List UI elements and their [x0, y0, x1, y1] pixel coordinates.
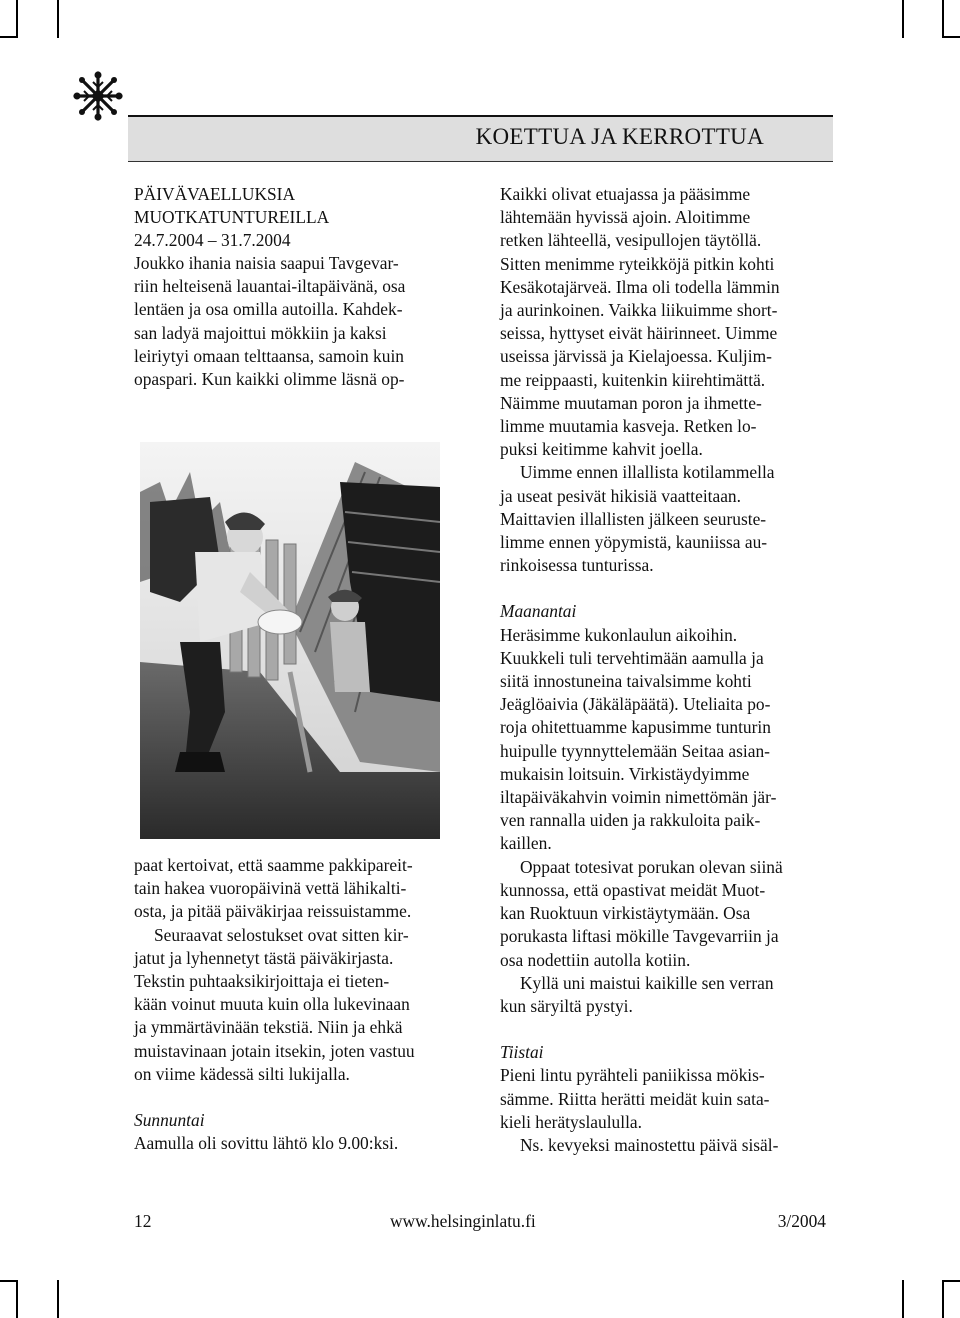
text-line: Sitten menimme ryteikköjä pitkin kohti	[500, 253, 775, 274]
crop-mark	[0, 1280, 18, 1282]
crop-mark	[902, 1280, 904, 1318]
text-line: Kesäkotajärveä. Ilma oli todella lämmin	[500, 276, 780, 297]
text-line: opaspari. Kun kaikki olimme läsnä op-	[134, 369, 405, 390]
text-line: jatut ja lyhennetyt tästä päiväkirjasta.	[134, 947, 394, 968]
text-line: iltapäiväkahvin voimin nimettömän jär-	[500, 787, 777, 808]
text-line: seissa, hyttyset eivät häirinneet. Uimme	[500, 323, 778, 344]
section-title: KOETTUA JA KERROTTUA	[475, 124, 764, 149]
text-line: huipulle tyynnyttelemään Seitaa asian-	[500, 740, 770, 761]
day-heading-monday: Maanantai	[500, 601, 577, 622]
text-line: useissa järvissä ja Kielajoessa. Kuljim-	[500, 346, 772, 367]
text-line: rinkoisessa tunturissa.	[500, 555, 654, 576]
text-line: sämme. Riitta herätti meidät kuin sata-	[500, 1088, 770, 1109]
text-line: mukaisin loitsuin. Virkistäydyimme	[500, 763, 750, 784]
article-title-line: MUOTKATUNTUREILLA	[134, 207, 330, 228]
text-line: Ns. kevyeksi mainostettu päivä sisäl-	[520, 1134, 779, 1155]
crop-mark	[16, 0, 18, 38]
text-line: lentäen ja osa omilla autoilla. Kahdek-	[134, 299, 403, 320]
text-line: ja useat pesivät hikisiä vaatteitaan.	[500, 485, 741, 506]
text-line: Kyllä uni maistui kaikille sen verran	[520, 972, 774, 993]
snowflake-ornament-icon	[72, 70, 124, 122]
crop-mark	[942, 0, 944, 38]
text-line: Pieni lintu pyrähteli paniikissa mökis-	[500, 1065, 765, 1086]
text-line: Kaikki olivat etuajassa ja pääsimme	[500, 184, 751, 204]
text-line: riin helteisenä lauantai-iltapäivänä, osa	[134, 276, 406, 297]
text-line: paat kertoivat, että saamme pakkipareit-	[134, 855, 413, 875]
text-line: Oppaat totesivat porukan olevan siinä	[520, 856, 783, 877]
text-line: lähtemään hyvissä ajoin. Aloitimme	[500, 207, 751, 228]
text-line: leiriytyi omaan telttaansa, samoin kuin	[134, 345, 404, 366]
crop-mark	[942, 1280, 960, 1282]
text-line: on viime kädessä silti lukijalla.	[134, 1063, 350, 1084]
text-line: osta, ja pitää päiväkirjaa reissuistamme.	[134, 901, 412, 922]
text-line: muistavinaan jotain itsekin, joten vastuu	[134, 1040, 415, 1061]
text-line: Aamulla oli sovittu lähtö klo 9.00:ksi.	[134, 1133, 399, 1154]
text-line: porukasta liftasi mökille Tavgevarriin ja	[500, 926, 779, 947]
text-line: tain hakea vuoropäivinä vettä lähikalti-	[134, 878, 407, 899]
text-line: limme ennen yöpymistä, kauniissa au-	[500, 532, 768, 553]
text-line: ven rannalla uiden ja rakkuloita paik-	[500, 810, 761, 831]
footer-url: www.helsinginlatu.fi	[390, 1211, 536, 1231]
day-heading-sunday: Sunnuntai	[134, 1110, 205, 1131]
text-line: me reippaasti, kuitenkin kiirehtimättä.	[500, 369, 766, 390]
right-column-text	[500, 183, 835, 1157]
text-line: roja ohitettuamme kapusimme tunturin	[500, 717, 771, 738]
crop-mark	[57, 1280, 59, 1318]
intro-paragraph	[134, 252, 464, 391]
text-line: Tekstin puhtaaksikirjoittaja ei tieten-	[134, 971, 390, 992]
crop-mark	[942, 1280, 944, 1318]
text-line: kun säryiltä pystyi.	[500, 995, 633, 1016]
issue-number: 3/2004	[777, 1211, 826, 1231]
text-line: kaillen.	[500, 833, 552, 854]
crop-mark	[16, 1280, 18, 1318]
text-line: Heräsimme kukonlaulun aikoihin.	[500, 624, 738, 645]
text-line: kunnossa, että opastivat meidät Muot-	[500, 879, 766, 900]
crop-mark	[942, 36, 960, 38]
crop-mark	[57, 0, 59, 38]
text-line: limme muutamia kasveja. Retken lo-	[500, 416, 757, 437]
text-line: puksi keitimme kahvit joella.	[500, 439, 703, 460]
text-line: siitä innostuneina taivalsimme kohti	[500, 671, 752, 692]
text-line: kieli herätyslaululla.	[500, 1111, 642, 1132]
text-line: retken lähteellä, vesipullojen täytöllä.	[500, 230, 762, 251]
left-column-text	[134, 854, 464, 1155]
text-line: Jeäglöaivia (Jäkäläpäätä). Uteliaita po-	[500, 694, 771, 715]
article-title-line: PÄIVÄVAELLUKSIA	[134, 184, 296, 204]
page-number: 12	[134, 1211, 152, 1231]
text-line: Uimme ennen illallista kotilammella	[520, 462, 775, 483]
text-line: Joukko ihania naisia saapui Tavgevar-	[134, 253, 399, 273]
text-line: Seuraavat selostukset ovat sitten kir-	[154, 924, 409, 945]
text-line: kään voinut muuta kuin olla lukevinaan	[134, 994, 410, 1015]
article-title	[134, 183, 434, 253]
hiking-photo	[140, 442, 440, 839]
text-line: san ladyä majoittui mökkiin ja kaksi	[134, 322, 387, 343]
crop-mark	[0, 36, 18, 38]
day-heading-tuesday: Tiistai	[500, 1042, 544, 1063]
text-line: osa nodettiin autolla kotiin.	[500, 949, 691, 970]
text-line: ja ymmärtävinään tekstiä. Niin ja ehkä	[134, 1017, 403, 1038]
article-title-line: 24.7.2004 – 31.7.2004	[134, 230, 291, 251]
text-line: Maittavien illallisten jälkeen seuruste-	[500, 508, 767, 529]
text-line: kan Ruoktuun virkistäytymään. Osa	[500, 903, 751, 924]
crop-mark	[902, 0, 904, 38]
text-line: ja aurinkoinen. Vaikka liikuimme short-	[500, 300, 778, 321]
text-line: Näimme muutaman poron ja ihmette-	[500, 392, 762, 413]
text-line: Kuukkeli tuli tervehtimään aamulla ja	[500, 647, 764, 668]
